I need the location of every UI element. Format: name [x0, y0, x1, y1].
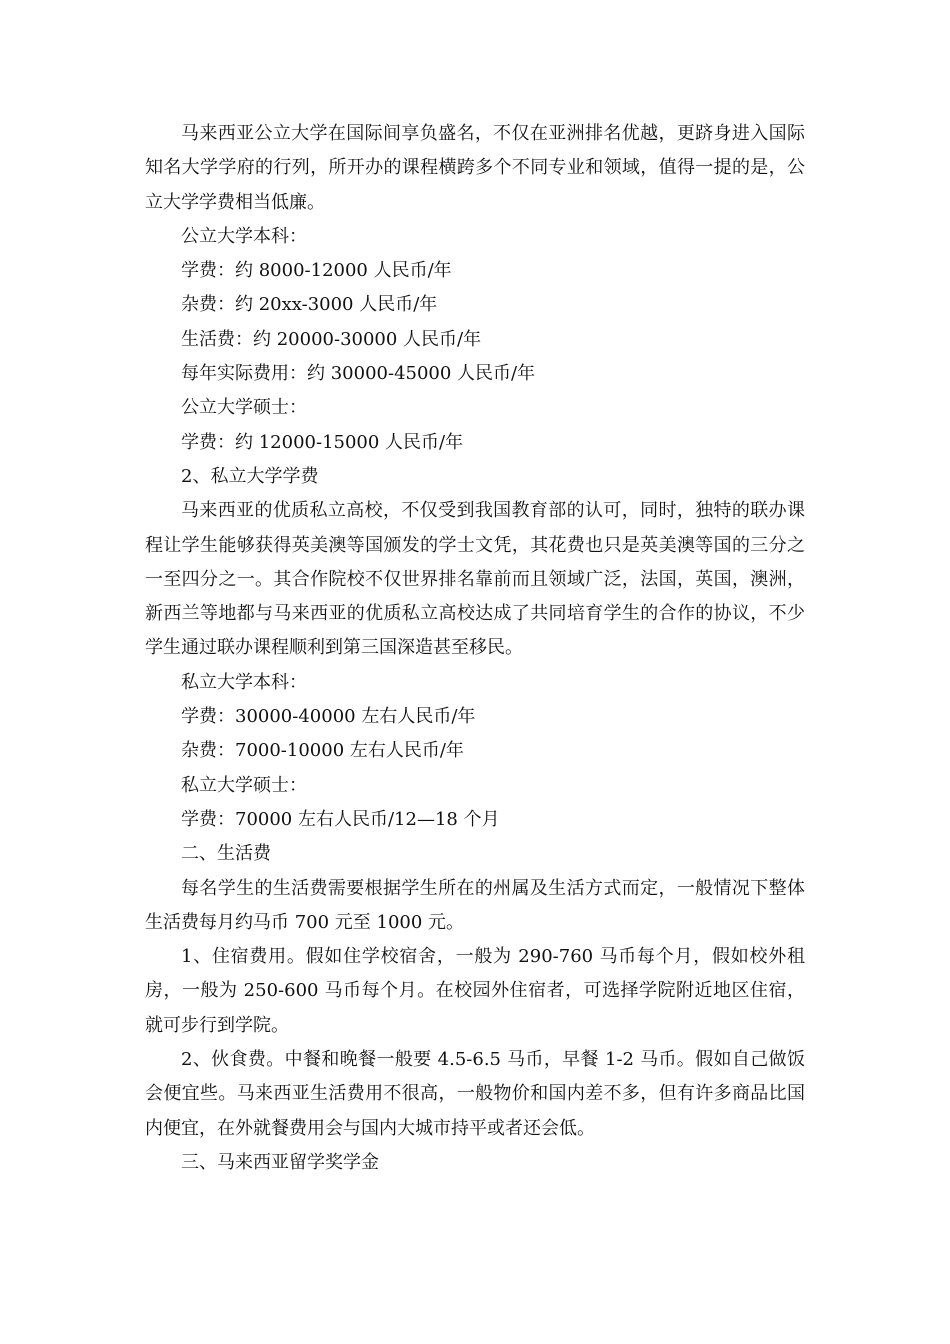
private-undergraduate-tuition: 学费：30000-40000 左右人民币/年: [181, 706, 476, 728]
public-undergraduate-tuition: 学费：约 8000-12000 人民币/年: [181, 260, 452, 282]
paragraph-accommodation: 1、住宿费用。假如住学校宿舍，一般为 290-760 马币每个月，假如校外租房，一般为 250-600 马币每个月。在校园外住宿者，可选择学院附近地区住宿，就可步行到学院。: [145, 946, 805, 1036]
document-body: [145, 117, 805, 1180]
public-undergraduate-annual-cost: 每年实际费用：约 30000-45000 人民币/年: [181, 363, 536, 385]
heading-private-masters: 私立大学硕士：: [181, 774, 307, 796]
paragraph-living-expenses: 每名学生的生活费需要根据学生所在的州属及生活方式而定，一般情况下整体生活费每月约马币 700 元至 1000 元。: [145, 877, 805, 933]
public-masters-tuition: 学费：约 12000-15000 人民币/年: [181, 431, 464, 453]
paragraph-private-university-intro: 马来西亚的优质私立高校，不仅受到我国教育部的认可，同时，独特的联办课程让学生能够获得英美澳等国颁发的学士文凭，其花费也只是英美澳等国的三分之一至四分之一。其合作院校不仅世界排名靠前而且领域广泛，法国，英国，澳洲，新西兰等地都与马来西亚的优质私立高校达成了共同培育学生的合作的协议，不少学生通过联办课程顺利到第三国深造甚至移民。: [145, 500, 805, 659]
private-masters-tuition: 学费：70000 左右人民币/12—18 个月: [181, 808, 500, 830]
public-undergraduate-living-cost: 生活费：约 20000-30000 人民币/年: [181, 328, 482, 350]
heading-public-undergraduate: 公立大学本科：: [181, 225, 307, 247]
paragraph-food: 2、伙食费。中餐和晚餐一般要 4.5-6.5 马币，早餐 1-2 马币。假如自己做饭会便宜些。马来西亚生活费用不很高，一般物价和国内差不多，但有许多商品比国内便宜，在外就餐费用会与国内大城市持平或者还会低。: [145, 1049, 805, 1139]
heading-living-expenses: 二、生活费: [181, 843, 271, 865]
heading-private-undergraduate: 私立大学本科：: [181, 671, 307, 693]
heading-public-masters: 公立大学硕士：: [181, 397, 307, 419]
public-undergraduate-misc-fees: 杂费：约 20xx-3000 人民币/年: [181, 294, 438, 316]
heading-scholarships: 三、马来西亚留学奖学金: [181, 1151, 379, 1173]
paragraph-public-university-intro: 马来西亚公立大学在国际间享负盛名，不仅在亚洲排名优越，更跻身进入国际知名大学学府的行列，所开办的课程横跨多个不同专业和领域，值得一提的是，公立大学学费相当低廉。: [145, 123, 805, 213]
private-undergraduate-misc-fees: 杂费：7000-10000 左右人民币/年: [181, 740, 464, 762]
heading-private-university-tuition: 2、私立大学学费: [181, 465, 319, 487]
